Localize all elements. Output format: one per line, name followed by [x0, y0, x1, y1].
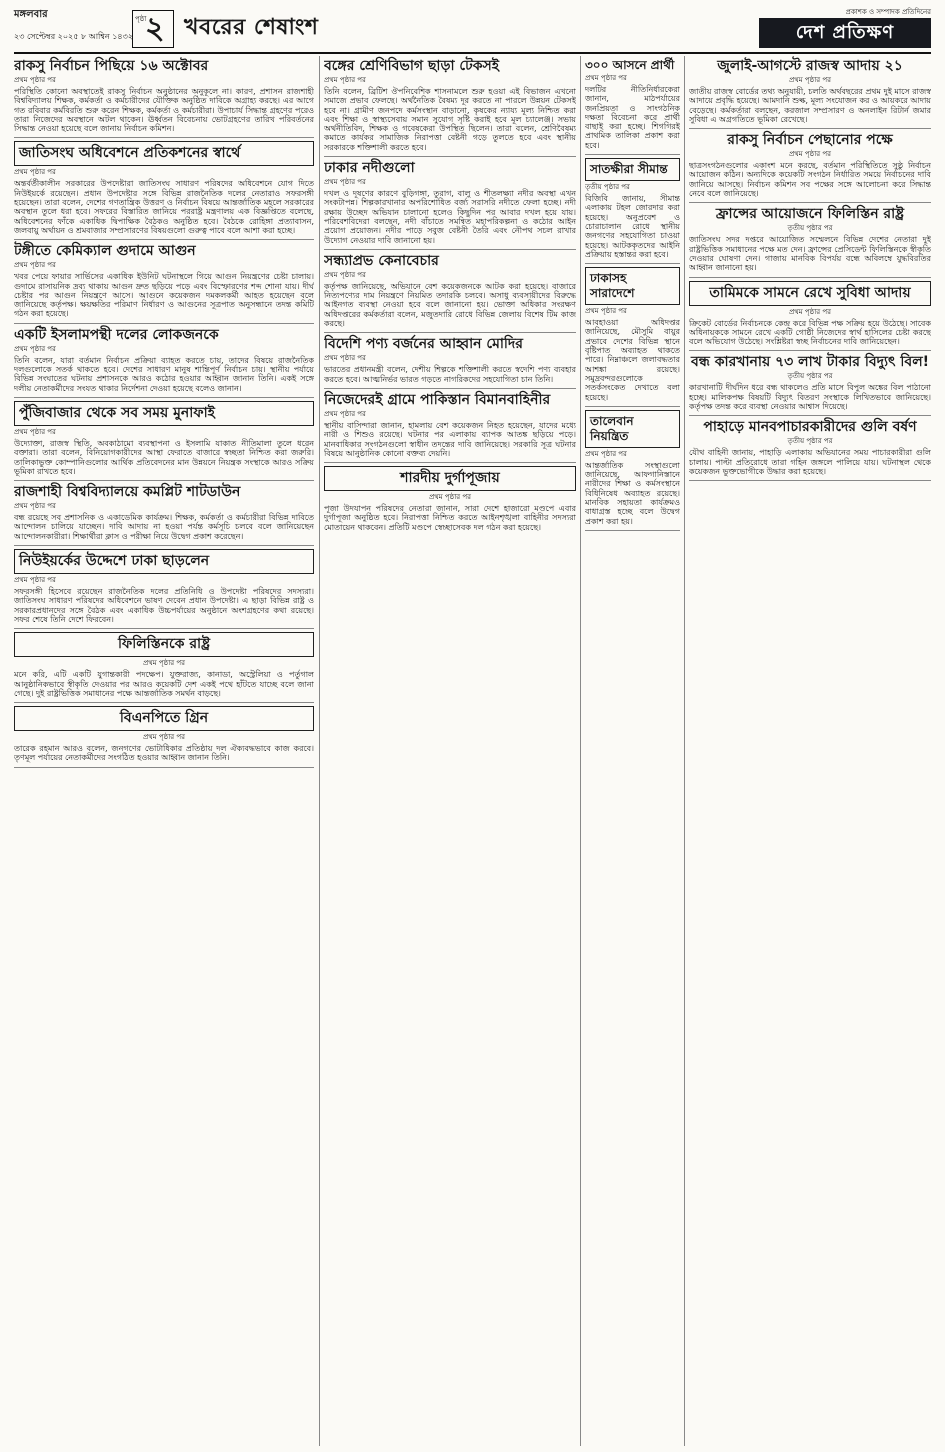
- page-number-box: [132, 10, 174, 48]
- article-headline[interactable]: টঙ্গীতে কেমিক্যাল গুদামে আগুন: [14, 243, 196, 260]
- article-separator: [689, 415, 931, 416]
- article-separator: [14, 323, 314, 324]
- article-headline[interactable]: ফিলিস্তিনকে রাষ্ট্র: [14, 632, 314, 657]
- article-body: যৌথ বাহিনী জানায়, পাহাড়ি এলাকায় অভিযানের সময় পাচারকারীরা গুলি চালায়। পাল্টা প্রতিরোধে তারা গহিন জঙ্গলে পালিয়ে যায়। ঘটনাস্থল থেকে কয়েকজন ভুক্তভোগীকে উদ্ধার করা হয়েছে।: [689, 448, 931, 476]
- article: [585, 267, 680, 402]
- article-body: জাতীয় রাজস্ব বোর্ডের তথ্য অনুযায়ী, চলতি অর্থবছরের প্রথম দুই মাসে রাজস্ব আদায়ে প্রবৃদ্ধি হয়েছে। আমদানি শুল্ক, মূল্য সংযোজন কর ও আয়করে আদায় বেড়েছে। কর্মকর্তারা বলছেন, করজাল সম্প্রসারণ ও অনলাইন রিটার্ন জমার সুবিধা এ অগ্রগতিতে ভূমিকা রেখেছে।: [689, 87, 931, 124]
- column-2: [324, 56, 576, 1446]
- article-body: উদ্যোক্তা, রাজস্ব স্থিতি, অবকাঠামো ব্যবস্থাপনা ও ইসলামি যাকাত নীতিমালা তুলে ধরেন বক্তারা। তারা বলেন, বিনিয়োগকারীদের আস্থা ফেরাতে বাজারে স্বচ্ছতা নিশ্চিত করা জরুরি। তালিকাভুক্ত কোম্পানিগুলোর আর্থিক প্রতিবেদনের মান উন্নয়নে নিয়ন্ত্রক সংস্থাকে আরও সক্রিয় ভূমিকা রাখতে হবে।: [14, 438, 314, 476]
- article-body: জাতিসংঘ সদর দপ্তরে আয়োজিত সম্মেলনে বিভিন্ন দেশের নেতারা দুই রাষ্ট্রভিত্তিক সমাধানের পক্ষে মত দেন। ফ্রান্সের প্রেসিডেন্ট ফিলিস্তিনকে স্বীকৃতি দেওয়ার ঘোষণা দেন। গাজায় মানবিক বিপর্যয় বন্ধে অবিলম্বে যুদ্ধবিরতির আহ্বান জানানো হয়।: [689, 235, 931, 273]
- masthead: [14, 8, 931, 48]
- article-headline[interactable]: তালেবান নিয়ন্ত্রিত: [585, 410, 680, 448]
- article-headline[interactable]: রাজশাহী বিশ্ববিদ্যালয়ে কমপ্লিট শাটডাউন: [14, 484, 241, 501]
- article-byline: প্রথম পৃষ্ঠার পর: [14, 76, 56, 84]
- article-byline: প্রথম পৃষ্ঠার পর: [789, 76, 831, 84]
- article-byline: তৃতীয় পৃষ্ঠার পর: [787, 437, 833, 446]
- article: [14, 484, 314, 541]
- article-separator: [14, 628, 314, 629]
- article-headline[interactable]: শারদীয় দুর্গাপূজায়: [324, 466, 576, 491]
- article-byline: প্রথম পৃষ্ঠার পর: [324, 178, 366, 187]
- article-separator: [324, 332, 576, 333]
- article-headline[interactable]: ঢাকাসহ সারাদেশে: [585, 267, 680, 305]
- article: [324, 160, 576, 245]
- article-byline: প্রথম পৃষ্ঠার পর: [429, 493, 471, 502]
- article-separator: [585, 263, 680, 264]
- column-divider: [684, 56, 685, 1446]
- article-body: পরিস্থিতি কোনো অবস্থাতেই রাকসু নির্বাচন অনুষ্ঠানের অনুকূলে না। কারণ, প্রশাসন রাজশাহী বিশ্ববিদ্যালয় শিক্ষক, কর্মকর্তা ও কর্মচারীদের যৌক্তিক অনুষ্ঠিত দাবিকে অগ্রাহ্য করছে। এর আগে গত রবিবার কর্মবিরতি শুরু করেন শিক্ষক, কর্মকর্তা ও কর্মচারীরা। উপাচার্য সিদ্ধান্ত গ্রহণের পরেও তারা নিজেদের অবস্থানে অটল থাকেন। ঊর্ধ্বতন বিবেচনায় ভোটগ্রহণের তারিখ পরিবর্তনের সিদ্ধান্ত নেওয়া হয়েছে বলে জানায় নির্বাচন কমিশন।: [14, 87, 314, 134]
- article: [585, 410, 680, 526]
- article-byline: প্রথম পৃষ্ঠার পর: [14, 344, 56, 353]
- article-byline: প্রথম পৃষ্ঠার পর: [14, 576, 56, 585]
- article-separator: [324, 156, 576, 157]
- article: [689, 206, 931, 272]
- page-number: ২: [145, 11, 165, 46]
- article-body: দখল ও দূষণের কারণে বুড়িগঙ্গা, তুরাগ, বালু ও শীতলক্ষ্যা নদীর অবস্থা এখন সংকটাপন্ন। শিল্পকারখানার অপরিশোধিত বর্জ্য সরাসরি নদীতে ফেলা হচ্ছে। নদী রক্ষায় উচ্ছেদ অভিযান চালানো হলেও কিছুদিন পর আবার দখল হয়ে যায়। পরিবেশবিদেরা বলছেন, নদী বাঁচাতে সমন্বিত মহাপরিকল্পনা ও কঠোর আইন প্রয়োগ প্রয়োজন। নদীর পাড়ে সবুজ বেষ্টনী তৈরি এবং নৌপথ সচল রাখার উদ্যোগ নেওয়ার দাবি জানানো হয়।: [324, 189, 576, 245]
- article-separator: [14, 397, 314, 398]
- article-body: ছাত্রসংগঠনগুলোর একাংশ মনে করছে, বর্তমান পরিস্থিতিতে সুষ্ঠু নির্বাচন আয়োজন কঠিন। অন্যদিকে কয়েকটি সংগঠন নির্ধারিত সময়ে নির্বাচনের দাবি জানিয়ে আসছে। নির্বাচন কমিশন সব পক্ষের সঙ্গে আলোচনা করে সিদ্ধান্ত নেবে বলে জানিয়েছে।: [689, 161, 931, 199]
- article-headline[interactable]: বিদেশি পণ্য বর্জনের আহ্বান মোদির: [324, 336, 523, 353]
- column-1: [14, 56, 314, 1446]
- article: [324, 58, 576, 152]
- article-headline[interactable]: একটি ইসলামপন্থী দলের লোকজনকে: [14, 326, 219, 343]
- article-headline[interactable]: সাতক্ষীরা সীমান্ত: [585, 158, 680, 181]
- article: [689, 58, 931, 124]
- article-headline[interactable]: ৩০০ আসনে প্রার্থী: [585, 58, 675, 72]
- article-byline: প্রথম পৃষ্ঠার পর: [324, 354, 366, 363]
- article-byline: প্রথম পৃষ্ঠার পর: [143, 659, 185, 668]
- article-body: অন্তর্বর্তীকালীন সরকারের উপদেষ্টারা জাতিসংঘ সাধারণ পরিষদের অধিবেশনে যোগ দিতে নিউইয়র্কে রয়েছেন। প্রধান উপদেষ্টার সঙ্গে বিভিন্ন রাজনৈতিক দলের নেতারাও সফরসঙ্গী হয়েছেন। তারা বলেন, দেশের গণতান্ত্রিক উত্তরণ ও নির্বাচন বিষয়ে আন্তর্জাতিক মহলে সরকারের অবস্থান তুলে ধরা হবে। সফরের বিস্তারিত জানিয়ে পররাষ্ট্র মন্ত্রণালয় এক বিজ্ঞপ্তিতে বলেছে, অধিবেশনের ফাঁকে একাধিক দ্বিপাক্ষিক বৈঠকও অনুষ্ঠিত হবে। বৈঠকে রোহিঙ্গা প্রত্যাবাসন, জলবায়ু অর্থায়ন ও শ্রমবাজার সম্প্রসারণের বিষয়গুলো গুরুত্ব পাবে বলে আশা করা হচ্ছে।: [14, 179, 314, 235]
- article-headline[interactable]: নিউইয়র্কের উদ্দেশে ঢাকা ছাড়লেন: [14, 549, 314, 574]
- article: [14, 58, 314, 133]
- article: [689, 419, 931, 476]
- article-headline[interactable]: বঙ্গের শ্রেণিবিভাগ ছাড়া টেকসই: [324, 58, 500, 74]
- article-body: তারেক রহমান আরও বলেন, জনগণের ভোটাধিকার প্রতিষ্ঠায় দল ঐক্যবদ্ধভাবে কাজ করবে। তৃণমূল পর্যায়ের নেতাকর্মীদের সংগঠিত হওয়ার আহ্বান জানান তিনি।: [14, 744, 314, 763]
- column-divider: [580, 56, 581, 1446]
- article: [14, 706, 314, 763]
- article-headline[interactable]: নিজেদেরই গ্রামে পাকিস্তান বিমানবাহিনীর: [324, 391, 551, 408]
- article-byline: তৃতীয় পৃষ্ঠার পর: [585, 183, 630, 192]
- article-body: পূজা উদযাপন পরিষদের নেতারা জানান, সারা দেশে হাজারো মণ্ডপে এবার দুর্গাপূজা অনুষ্ঠিত হবে। নিরাপত্তা নিশ্চিত করতে আইনশৃঙ্খলা বাহিনীর সদস্যরা মোতায়েন থাকবেন। প্রতিটি মণ্ডপে স্বেচ্ছাসেবক দল গঠন করা হয়েছে।: [324, 504, 576, 532]
- masthead-rule: [14, 52, 931, 54]
- article: [324, 253, 576, 328]
- article-byline: প্রথম পৃষ্ঠার পর: [14, 261, 56, 270]
- article-headline[interactable]: জাতিসংঘ অধিবেশনে প্রতিকশনের স্বার্থে: [14, 141, 314, 166]
- article-separator: [689, 480, 931, 481]
- article: [324, 392, 576, 458]
- article: [14, 327, 314, 393]
- article-separator: [14, 702, 314, 703]
- article-headline[interactable]: বিএনপিতে গ্রিন: [14, 706, 314, 731]
- article-separator: [14, 239, 314, 240]
- article: [14, 401, 314, 476]
- article-byline: প্রথম পৃষ্ঠার পর: [789, 307, 831, 316]
- article-separator: [689, 277, 931, 278]
- article-byline: প্রথম পৃষ্ঠার পর: [585, 307, 627, 316]
- column-4: [689, 56, 931, 1446]
- article-body: কারখানাটি দীর্ঘদিন ধরে বন্ধ থাকলেও প্রতি মাসে বিপুল অঙ্কের বিল পাঠানো হচ্ছে। মালিকপক্ষ বিষয়টি বিদ্যুৎ বিতরণ সংস্থাকে লিখিতভাবে জানিয়েছে। কর্তৃপক্ষ তদন্ত করে ব্যবস্থা নেওয়ার আশ্বাস দিয়েছে।: [689, 383, 931, 412]
- article-separator: [585, 406, 680, 407]
- article-byline: প্রথম পৃষ্ঠার পর: [143, 733, 185, 742]
- article-headline[interactable]: সন্ধ্যাপ্রভ কেনাবেচার: [324, 252, 439, 269]
- article-headline[interactable]: বন্ধ কারখানায় ৭৩ লাখ টাকার বিদ্যুৎ বিল!: [690, 354, 930, 371]
- article-headline[interactable]: পুঁজিবাজার থেকে সব সময় মুনাফাই: [14, 401, 314, 426]
- issue-date: ২৩ সেপ্টেম্বর ২০২৫ ৮ আশ্বিন ১৪৩২: [14, 32, 134, 41]
- article-separator: [324, 388, 576, 389]
- article-body: ক্রিকেট বোর্ডের নির্বাচনকে কেন্দ্র করে বিভিন্ন পক্ষ সক্রিয় হয়ে উঠেছে। সাবেক অধিনায়ককে সামনে রেখে একটি গোষ্ঠী নিজেদের স্বার্থ হাসিলের চেষ্টা করছে বলে অভিযোগ উঠেছে। সংশ্লিষ্টরা স্বচ্ছ নির্বাচনের দাবি জানিয়েছেন।: [689, 318, 931, 347]
- article-headline[interactable]: জুলাই-আগস্টে রাজস্ব আদায় ২১: [717, 58, 903, 74]
- article-separator: [585, 530, 680, 531]
- column-divider: [319, 56, 320, 1446]
- article-separator: [14, 137, 314, 138]
- article: [14, 549, 314, 624]
- article-separator: [14, 545, 314, 546]
- article-separator: [324, 249, 576, 250]
- article-byline: প্রথম পৃষ্ঠার পর: [14, 427, 56, 436]
- article-separator: [689, 128, 931, 129]
- article-byline: প্রথম পৃষ্ঠার পর: [585, 449, 627, 458]
- article-body: তিনি বলেন, যারা বর্তমান নির্বাচন প্রক্রিয়া ব্যাহত করতে চায়, তাদের বিষয়ে রাজনৈতিক দলগুলোকে সতর্ক থাকতে হবে। দেশের সাধারণ মানুষ শান্তিপূর্ণ নির্বাচন চায়। স্থানীয় পর্যায়ে বিভিন্ন সংঘাতের ঘটনায় প্রশাসনকে আরও কঠোর হওয়ার আহ্বান জানান তিনি। একই সঙ্গে দলীয় নেতাকর্মীদের সংযত থাকার নির্দেশনা দেওয়া হয়েছে বলেও জানান।: [14, 355, 314, 393]
- article-headline[interactable]: ফ্রান্সের আয়োজনে ফিলিস্তিন রাষ্ট্র: [715, 206, 905, 223]
- article: [689, 354, 931, 411]
- article-separator: [14, 767, 314, 768]
- article-byline: প্রথম পৃষ্ঠার পর: [324, 270, 366, 279]
- article-body: তিনি বলেন, ব্রিটিশ ঔপনিবেশিক শাসনামলে শুরু হওয়া এই বিভাজন এখনো সমাজে প্রভাব ফেলছে। অর্থনৈতিক বৈষম্য দূর করতে না পারলে উন্নয়ন টেকসই হবে না। গ্রামীণ জনপদে কর্মসংস্থান বাড়ানো, কৃষকের ন্যায্য মূল্য নিশ্চিত করা এবং শিক্ষা ও স্বাস্থ্যসেবায় সমান সুযোগ সৃষ্টি করাই হবে মূল চ্যালেঞ্জ। সভায় অর্থনীতিবিদ, শিক্ষক ও গবেষকেরা উপস্থিত ছিলেন। তারা বলেন, শ্রেণিবৈষম্য কমাতে কার্যকর সামাজিক নিরাপত্তা বেষ্টনী গড়ে তুলতে হবে এবং স্থানীয় সরকারকে শক্তিশালী করতে হবে।: [324, 87, 576, 152]
- article-body: স্থানীয় বাসিন্দারা জানান, হামলায় বেশ কয়েকজন নিহত হয়েছেন, যাদের মধ্যে নারী ও শিশুও রয়েছে। ঘটনার পর এলাকায় ব্যাপক আতঙ্ক ছড়িয়ে পড়ে। মানবাধিকার সংগঠনগুলো স্বাধীন তদন্তের দাবি জানিয়েছে। সরকারি সূত্র ঘটনার বিষয়ে আনুষ্ঠানিক কোনো বক্তব্য দেয়নি।: [324, 420, 576, 458]
- article-headline[interactable]: রাকসু নির্বাচন পেছানোর পক্ষে: [727, 132, 893, 149]
- article-byline: প্রথম পৃষ্ঠার পর: [14, 502, 56, 511]
- article-body: সফরসঙ্গী হিসেবে রয়েছেন রাজনৈতিক দলের প্রতিনিধি ও উপদেষ্টা পরিষদের সদস্যরা। জাতিসংঘ সাধারণ পরিষদের অধিবেশনে ভাষণ দেবেন প্রধান উপদেষ্টা। এ ছাড়া বিভিন্ন রাষ্ট্র ও সরকারপ্রধানদের সঙ্গে বৈঠক এবং একাধিক উচ্চপর্যায়ের অনুষ্ঠানে অংশগ্রহণের কথা রয়েছে। সফর শেষে তিনি দেশে ফিরবেন।: [14, 587, 314, 624]
- article: [324, 336, 576, 384]
- article: [14, 243, 314, 318]
- article-headline[interactable]: ঢাকার নদীগুলো: [324, 160, 415, 177]
- newspaper-logo: দেশ প্রতিক্ষণ: [759, 18, 931, 48]
- article-body: ভারতের প্রধানমন্ত্রী বলেন, দেশীয় শিল্পকে শক্তিশালী করতে স্বদেশি পণ্য ব্যবহার করতে হবে। আত্মনির্ভর ভারত গড়তে নাগরিকদের সহযোগিতা চান তিনি।: [324, 365, 576, 384]
- article-body: আন্তর্জাতিক সংস্থাগুলো জানিয়েছে, আফগানিস্তানে নারীদের শিক্ষা ও কর্মসংস্থানে বিধিনিষেধ অব্যাহত রয়েছে। মানবিক সহায়তা কার্যক্রমও বাধাগ্রস্ত হচ্ছে বলে উদ্বেগ প্রকাশ করা হয়।: [585, 460, 680, 526]
- article: [324, 466, 576, 532]
- article-byline: তৃতীয় পৃষ্ঠার পর: [787, 372, 833, 381]
- masthead-tagline: প্রকাশক ও সম্পাদক প্রতিদিনের: [845, 8, 931, 16]
- article: [585, 58, 680, 150]
- article-separator: [14, 480, 314, 481]
- article-byline: প্রথম পৃষ্ঠার পর: [324, 76, 366, 84]
- article-byline: প্রথম পৃষ্ঠার পর: [14, 168, 56, 177]
- article-body: কর্তৃপক্ষ জানিয়েছে, অভিযানে বেশ কয়েকজনকে আটক করা হয়েছে। বাজারে নিত্যপণ্যের দাম নিয়ন্ত্রণে নিয়মিত তদারকি চলবে। অসাধু ব্যবসায়ীদের বিরুদ্ধে আইনগত ব্যবস্থা নেওয়া হবে বলে জানানো হয়। ভোক্তা অধিকার সংরক্ষণ অধিদপ্তরের কর্মকর্তারা বলেন, মজুতদারি রোধে বিভিন্ন জেলায় বিশেষ টিম কাজ করছে।: [324, 281, 576, 329]
- article-byline: প্রথম পৃষ্ঠার পর: [324, 409, 366, 418]
- article-body: মনে করি, এটি একটি যুগান্তকারী পদক্ষেপ। যুক্তরাজ্য, কানাডা, অস্ট্রেলিয়া ও পর্তুগাল আনুষ্ঠানিকভাবে স্বীকৃতি দেওয়ার পর আরও কয়েকটি দেশ একই পথে হাঁটতে যাচ্ছে বলে জানা গেছে। দুই রাষ্ট্রভিত্তিক সমাধানের পক্ষে আন্তর্জাতিক সমর্থন বাড়ছে।: [14, 670, 314, 698]
- article-separator: [689, 350, 931, 351]
- page-label: পৃষ্ঠা: [135, 15, 147, 23]
- article-headline[interactable]: তামিমকে সামনে রেখে সুবিধা আদায়: [689, 281, 931, 306]
- article-body: বিজিবি জানায়, সীমান্ত এলাকায় টহল জোরদার করা হয়েছে। অনুপ্রবেশ ও চোরাচালান রোধে স্থানীয় জনগণের সহযোগিতা চাওয়া হয়েছে। আটককৃতদের আইনি প্রক্রিয়ায় হস্তান্তর করা হবে।: [585, 194, 680, 259]
- article-byline: প্রথম পৃষ্ঠার পর: [789, 150, 831, 159]
- article-body: দলটির নীতিনির্ধারকেরা জানান, মাঠপর্যায়ের জনপ্রিয়তা ও সাংগঠনিক দক্ষতা বিবেচনা করে প্রার্থী বাছাই করা হচ্ছে। শিগগিরই প্রাথমিক তালিকা প্রকাশ করা হবে।: [585, 85, 680, 150]
- article-separator: [585, 154, 680, 155]
- article-byline: প্রথম পৃষ্ঠার পর: [585, 74, 627, 82]
- article-byline: তৃতীয় পৃষ্ঠার পর: [787, 224, 833, 233]
- article: [14, 632, 314, 698]
- article: [689, 281, 931, 347]
- article: [689, 132, 931, 198]
- section-title: খবরের শেষাংশ: [184, 15, 319, 40]
- article: [585, 158, 680, 259]
- issue-day: মঙ্গলবার: [14, 9, 48, 20]
- article-headline[interactable]: রাকসু নির্বাচন পিছিয়ে ১৬ অক্টোবর: [14, 58, 209, 74]
- article-separator: [324, 462, 576, 463]
- article: [14, 141, 314, 235]
- article-headline[interactable]: পাহাড়ে মানবপাচারকারীদের গুলি বর্ষণ: [703, 419, 917, 436]
- article-separator: [689, 202, 931, 203]
- article-body: আবহাওয়া অধিদপ্তর জানিয়েছে, মৌসুমি বায়ুর প্রভাবে দেশের বিভিন্ন স্থানে বৃষ্টিপাত অব্যাহত থাকতে পারে। নিম্নাঞ্চলে জলাবদ্ধতার আশঙ্কা রয়েছে। সমুদ্রবন্দরগুলোকে সতর্কসংকেত দেখাতে বলা হয়েছে।: [585, 318, 680, 402]
- column-3: [585, 56, 680, 1446]
- article-body: খবর পেয়ে ফায়ার সার্ভিসের একাধিক ইউনিট ঘটনাস্থলে গিয়ে আগুন নিয়ন্ত্রণের চেষ্টা চালায়। গুদামে রাসায়নিক দ্রব্য থাকায় আগুন দ্রুত ছড়িয়ে পড়ে এবং বিস্ফোরণের শব্দ শোনা যায়। দীর্ঘ চেষ্টার পর আগুন নিয়ন্ত্রণে আসে। আগুনে কয়েকজন দমকলকর্মী আহত হয়েছেন বলে জানিয়েছে কর্তৃপক্ষ। ক্ষয়ক্ষতির পরিমাণ নির্ধারণ ও আগুনের সূত্রপাত অনুসন্ধানে তদন্ত কমিটি গঠন করা হয়েছে।: [14, 272, 314, 319]
- article-body: বন্ধ রয়েছে সব প্রশাসনিক ও একাডেমিক কার্যক্রম। শিক্ষক, কর্মকর্তা ও কর্মচারীরা বিভিন্ন দাবিতে আন্দোলন চালিয়ে যাচ্ছেন। দাবি আদায় না হওয়া পর্যন্ত কর্মসূচি চলবে বলে জানিয়েছেন আন্দোলনকারীরা। শিক্ষার্থীরা ক্লাস ও পরীক্ষা নিয়ে উদ্বেগ প্রকাশ করেছেন।: [14, 513, 314, 541]
